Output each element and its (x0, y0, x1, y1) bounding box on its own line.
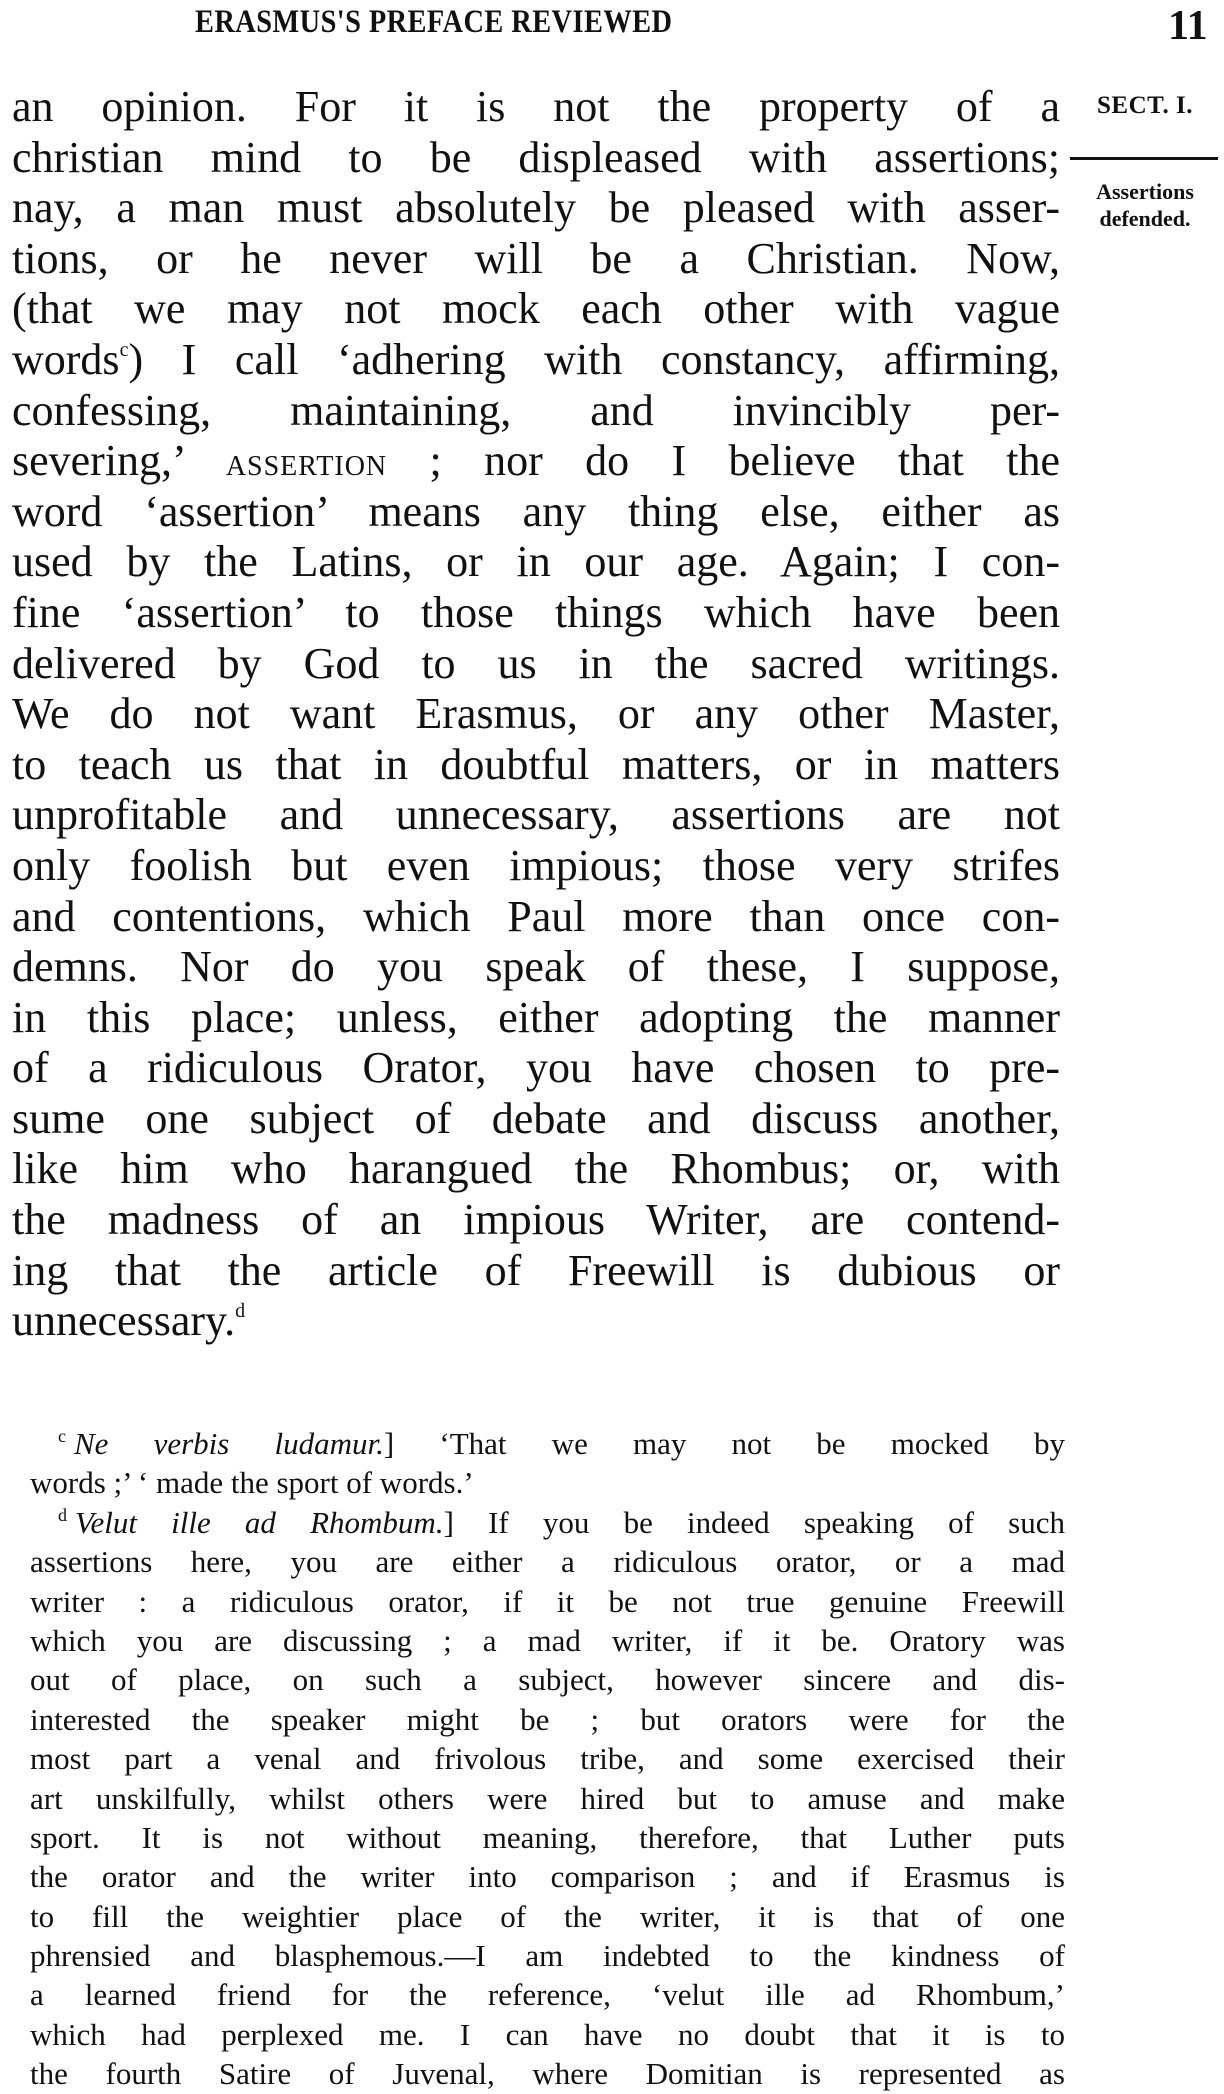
text-fragment: words (12, 334, 120, 384)
text-line: like him who harangued the Rhombus; or, with (12, 1144, 1060, 1194)
text-line: of a ridiculous Orator, you have chosen to pre- (12, 1043, 1060, 1093)
text-line: in this place; unless, either adopting the manner (12, 992, 1060, 1042)
text-line (12, 1296, 1060, 1347)
sidenote-rule (1070, 157, 1218, 160)
footnote-d-line: most part a venal and frivolous tribe, and some exercised their (30, 1741, 1065, 1777)
text-line (12, 436, 1060, 487)
sidenote-topic (1070, 178, 1220, 232)
text-line: sume one subject of debate and discuss another, (12, 1093, 1060, 1143)
footnote-d-line: the orator and the writer into comparison ; and if Erasmus is (30, 1859, 1065, 1895)
sidenote-line-1: Assertions (1096, 179, 1194, 204)
footnote-d-line: phrensied and blasphemous.—I am indebted to the kindness of (30, 1938, 1065, 1974)
text-line: delivered by God to us in the sacred writings. (12, 638, 1060, 688)
text-line: the madness of an impious Writer, are contend- (12, 1195, 1060, 1245)
text-line: unprofitable and unnecessary, assertions are not (12, 790, 1060, 840)
text-line: only foolish but even impious; those very strifes (12, 840, 1060, 890)
sidenote-line-2: defended. (1099, 206, 1191, 231)
running-title: ERASMUS'S PREFACE REVIEWED (195, 4, 673, 40)
text-fragment: ) I call ‘adhering with constancy, affirming, (128, 334, 1060, 384)
footnote-c-line (30, 1424, 1065, 1463)
text-line: We do not want Erasmus, or any other Master, (12, 689, 1060, 739)
footnote-d-line: out of place, on such a subject, however sincere and dis- (30, 1662, 1065, 1698)
footnote-d-line: the fourth Satire of Juvenal, where Domitian is represented as (30, 2056, 1065, 2092)
footnote-d-line: sport. It is not without meaning, therefore, that Luther puts (30, 1819, 1065, 1855)
text-line: demns. Nor do you speak of these, I suppose, (12, 942, 1060, 992)
footnote-d-line (30, 1503, 1065, 1542)
footnote-c-line: words ;’ ‘ made the sport of words.’ (30, 1465, 474, 1501)
text-line: to teach us that in doubtful matters, or in matters (12, 739, 1060, 789)
text-line: tions, or he never will be a Christian. Now, (12, 233, 1060, 283)
footnote-ref-d[interactable]: d (235, 1300, 246, 1323)
main-text (12, 82, 1060, 1347)
text-fragment: ] ‘That we may not be mocked by (383, 1426, 1066, 1461)
footnote-d-line: which you are discussing ; a mad writer, if it be. Oratory was (30, 1622, 1065, 1658)
text-line: word ‘assertion’ means any thing else, either as (12, 486, 1060, 536)
footnote-ref-c[interactable]: c (119, 338, 129, 361)
footnote-d-line: to fill the weightier place of the writer, it is that of one (30, 1898, 1065, 1934)
text-fragment: ; nor do I believe that the (387, 436, 1060, 486)
footnote-lemma: Velut ille ad Rhombum. (75, 1504, 444, 1540)
text-fragment: ] If you be indeed speaking of such (443, 1504, 1066, 1540)
text-line (12, 335, 1060, 386)
text-line: nay, a man must absolutely be pleased with asser- (12, 183, 1060, 233)
footnote-d-line: a learned friend for the reference, ‘velut ille ad Rhombum,’ (30, 1977, 1065, 2013)
text-fragment: unnecessary. (12, 1296, 236, 1346)
text-line: (that we may not mock each other with vague (12, 284, 1060, 334)
footnote-d-line: which had perplexed me. I can have no doubt that it is to (30, 2016, 1065, 2052)
footnote-d-line: art unskilfully, whilst others were hired but to amuse and make (30, 1780, 1065, 1816)
text-line: an opinion. For it is not the property of a (12, 82, 1060, 131)
footnote-lemma: Ne verbis ludamur. (74, 1426, 384, 1461)
footnote-marker-c: c (58, 1426, 66, 1446)
text-line: fine ‘assertion’ to those things which have been (12, 587, 1060, 637)
footnote-d-line: assertions here, you are either a ridiculous orator, or a mad (30, 1544, 1065, 1580)
footnotes (30, 1424, 1065, 2094)
text-line: ing that the article of Freewill is dubious or (12, 1245, 1060, 1295)
text-line: and contentions, which Paul more than once con- (12, 891, 1060, 941)
text-line: used by the Latins, or in our age. Again; I con- (12, 537, 1060, 587)
text-line: confessing, maintaining, and invincibly per- (12, 385, 1060, 435)
sidenote-section: SECT. I. (1097, 92, 1193, 119)
footnote-d-line: writer : a ridiculous orator, if it be not true genuine Freewill (30, 1583, 1065, 1619)
text-fragment: severing,’ (12, 436, 226, 486)
page-number: 11 (1168, 3, 1208, 49)
footnote-marker-d: d (58, 1504, 67, 1525)
small-caps-term: assertion (225, 439, 388, 485)
footnote-d-line: interested the speaker might be ; but orators were for the (30, 1701, 1065, 1737)
text-line: christian mind to be displeased with assertions; (12, 132, 1060, 182)
